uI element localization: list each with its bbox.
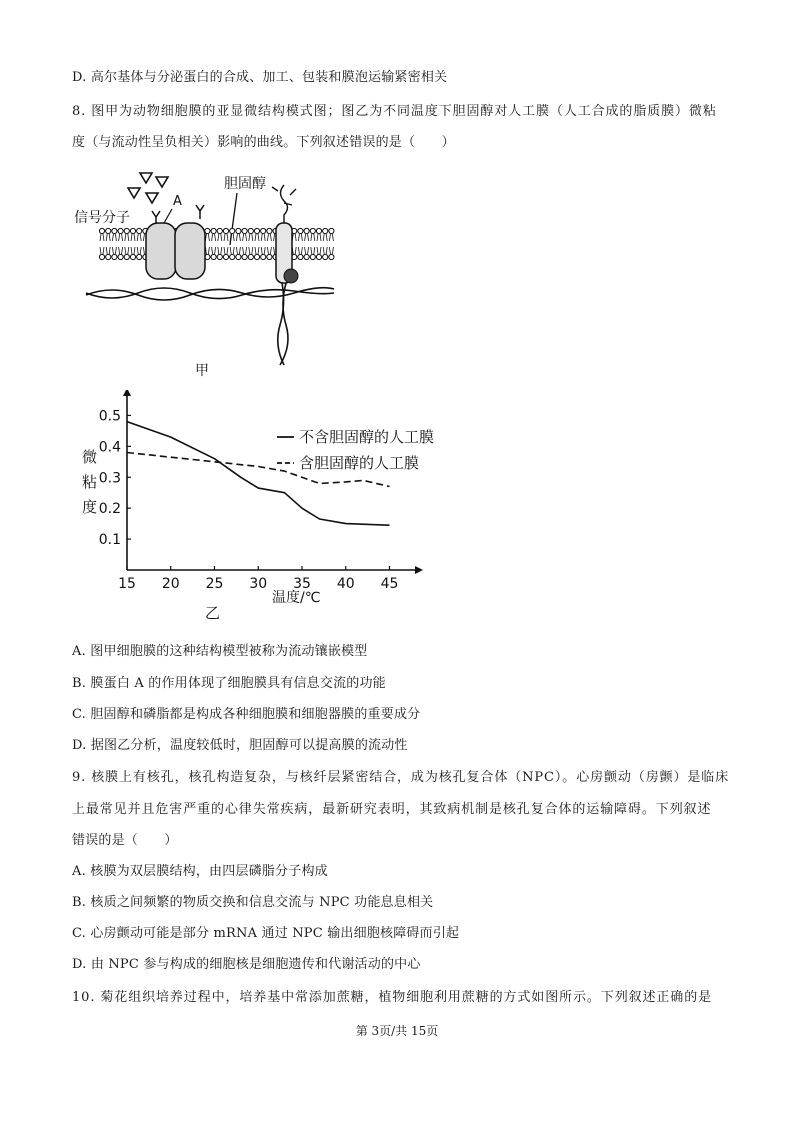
- x-tick-label: 15: [118, 576, 136, 592]
- x-tick-label: 40: [336, 576, 355, 592]
- membrane-protein-a: [146, 223, 176, 279]
- phospholipid-head: [310, 254, 315, 259]
- phospholipid-head: [130, 228, 135, 233]
- phospholipid-head: [137, 228, 142, 233]
- q9-stem-line-1: 9. 核膜上有核孔，核孔构造复杂，与核纤层紧密结合，成为核孔复合体（NPC）。心房颤动（房颤）是临床: [72, 770, 730, 785]
- phospholipid-head: [230, 254, 235, 259]
- phospholipid-head: [261, 228, 266, 233]
- q7-option-d: D. 高尔基体与分泌蛋白的合成、加工、包装和膜泡运输紧密相关: [72, 70, 448, 85]
- phospholipid-head: [254, 254, 259, 259]
- phospholipid-head: [118, 254, 123, 259]
- phospholipid-head: [267, 228, 272, 233]
- q10-stem: 10. 菊花组织培养过程中，培养基中常添加蔗糖，植物细胞利用蔗糖的方式如图所示。下列叙述正确的是: [72, 990, 713, 1005]
- q9-option-d: D. 由 NPC 参与构成的细胞核是细胞遗传和代谢活动的中心: [72, 957, 421, 972]
- phospholipid-head: [112, 228, 117, 233]
- membrane-diagram: [72, 165, 352, 385]
- phospholipid-head: [230, 228, 235, 233]
- phospholipid-head: [130, 254, 135, 259]
- phospholipid-head: [316, 254, 321, 259]
- phospholipid-head: [298, 228, 303, 233]
- phospholipid-head: [329, 228, 334, 233]
- x-tick-label: 20: [161, 576, 180, 592]
- x-tick-label: 30: [249, 576, 268, 592]
- viscosity-chart: [72, 390, 472, 625]
- signal-molecules: [128, 173, 168, 203]
- y-tick-label: 0.3: [98, 470, 121, 487]
- x-tick-label: 45: [380, 576, 399, 592]
- phospholipid-head: [298, 254, 303, 259]
- y-tick-label: 0.1: [98, 532, 121, 549]
- legend-label: 不含胆固醇的人工膜: [299, 428, 435, 446]
- q9-option-b: B. 核质之间频繁的物质交换和信息交流与 NPC 功能息息相关: [72, 895, 434, 910]
- y-tick-label: 0.2: [98, 501, 121, 518]
- q9-option-a: A. 核膜为双层膜结构，由四层磷脂分子构成: [72, 864, 328, 879]
- figure-yi-caption: 乙: [205, 604, 221, 622]
- y-axis-label-1: 微: [82, 448, 98, 466]
- phospholipid-head: [236, 228, 241, 233]
- phospholipid-head: [254, 228, 259, 233]
- q9-stem-line-3: 错误的是（ ）: [72, 833, 178, 848]
- phospholipid-head: [217, 228, 222, 233]
- y-axis-arrow: [123, 390, 131, 396]
- phospholipid-head: [99, 228, 104, 233]
- lipid-bilayer: [99, 228, 334, 259]
- phospholipid-head: [223, 254, 228, 259]
- cytoskeleton: [86, 283, 334, 365]
- membrane-protein: [175, 223, 205, 279]
- x-tick-label: 25: [205, 576, 224, 592]
- chart-legend: [277, 428, 434, 472]
- phospholipid-head: [248, 228, 253, 233]
- x-axis-label: 温度/℃: [272, 590, 321, 606]
- phospholipid-head: [223, 228, 228, 233]
- phospholipid-head: [99, 254, 104, 259]
- q8-stem-line-1: 8. 图甲为动物细胞膜的亚显微结构模式图；图乙为不同温度下胆固醇对人工膜（人工合成的脂质膜）微粘: [72, 104, 717, 119]
- y-axis-label-2: 粘: [82, 473, 98, 491]
- phospholipid-head: [106, 254, 111, 259]
- y-tick-label: 0.4: [98, 439, 121, 456]
- phospholipid-head: [124, 254, 129, 259]
- q8-option-a: A. 图甲细胞膜的这种结构模型被称为流动镶嵌模型: [72, 644, 368, 659]
- phospholipid-head: [124, 228, 129, 233]
- phospholipid-head: [329, 254, 334, 259]
- phospholipid-head: [323, 228, 328, 233]
- chart-axes: [99, 390, 423, 592]
- q8-option-d: D. 据图乙分析，温度较低时，胆固醇可以提高膜的流动性: [72, 738, 408, 753]
- x-axis-arrow: [415, 566, 423, 574]
- phospholipid-head: [316, 228, 321, 233]
- legend-label: 含胆固醇的人工膜: [299, 454, 420, 472]
- phospholipid-head: [304, 254, 309, 259]
- y-axis-label-3: 度: [82, 498, 98, 516]
- page-footer: 第 3页/共 15页: [355, 1024, 439, 1038]
- phospholipid-head: [323, 254, 328, 259]
- phospholipid-head: [211, 228, 216, 233]
- protein-a-label: A: [173, 194, 182, 209]
- cholesterol-label: 胆固醇: [224, 176, 266, 192]
- q9-stem-line-2: 上最常见并且危害严重的心律失常疾病，最新研究表明，其致病机制是核孔复合体的运输障碍。下列叙述: [72, 802, 712, 817]
- phospholipid-head: [267, 254, 272, 259]
- phospholipid-head: [137, 254, 142, 259]
- phospholipid-head: [248, 254, 253, 259]
- phospholipid-head: [261, 254, 266, 259]
- phospholipid-head: [242, 228, 247, 233]
- phospholipid-head: [106, 228, 111, 233]
- phospholipid-head: [118, 228, 123, 233]
- x-tick-label: 35: [293, 576, 311, 592]
- q8-stem-line-2: 度（与流动性呈负相关）影响的曲线。下列叙述错误的是（ ）: [72, 135, 455, 150]
- phospholipid-head: [304, 228, 309, 233]
- phospholipid-head: [217, 254, 222, 259]
- phospholipid-head: [242, 254, 247, 259]
- signal-molecule-label: 信号分子: [74, 210, 130, 226]
- phospholipid-head: [112, 254, 117, 259]
- figure-jia-caption: 甲: [195, 363, 209, 379]
- q8-option-b: B. 膜蛋白 A 的作用体现了细胞膜具有信息交流的功能: [72, 676, 386, 691]
- phospholipid-head: [236, 254, 241, 259]
- q8-option-c: C. 胆固醇和磷脂都是构成各种细胞膜和细胞器膜的重要成分: [72, 707, 421, 722]
- q9-option-c: C. 心房颤动可能是部分 mRNA 通过 NPC 输出细胞核障碍而引起: [72, 926, 460, 941]
- phospholipid-head: [211, 254, 216, 259]
- y-tick-label: 0.5: [98, 408, 121, 425]
- phospholipid-head: [310, 228, 315, 233]
